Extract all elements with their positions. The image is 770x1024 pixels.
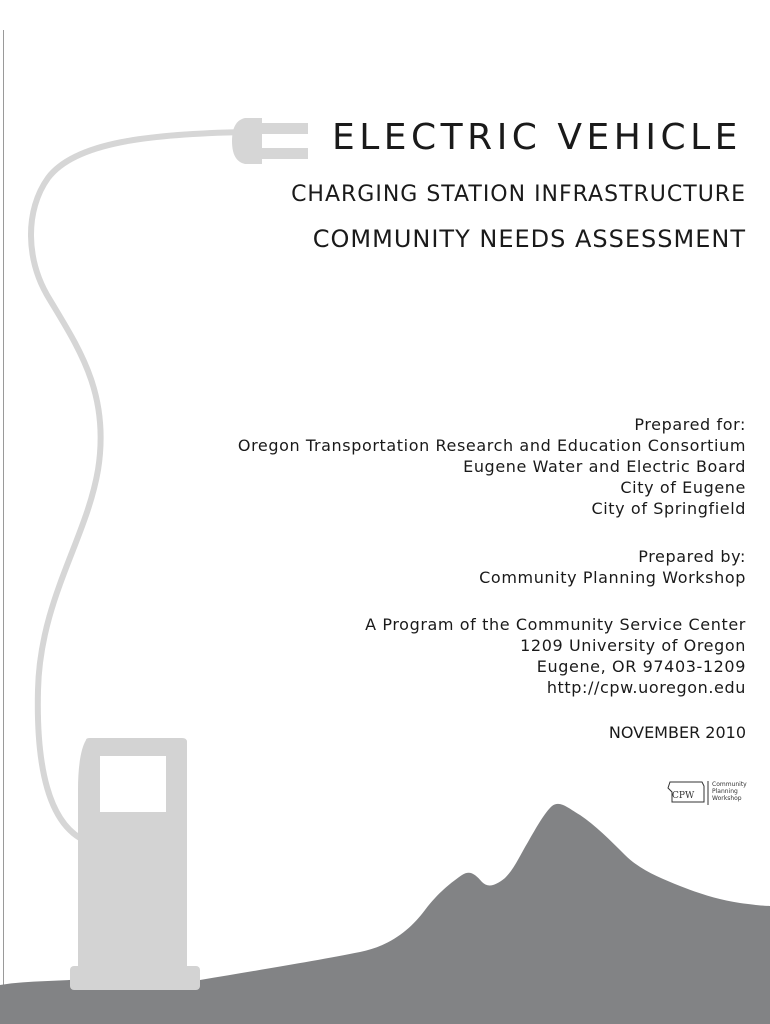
prepared-for-line: Oregon Transportation Research and Education Consortium xyxy=(237,436,746,455)
program-block xyxy=(365,614,746,698)
cpw-logo-icon xyxy=(664,780,710,806)
city-line: Eugene, OR 97403-1209 xyxy=(536,657,746,676)
document-subtitle-2: COMMUNITY NEEDS ASSESSMENT xyxy=(312,225,746,253)
prepared-for-line: City of Eugene xyxy=(620,478,746,497)
charging-cord xyxy=(31,132,245,838)
website-link[interactable]: http://cpw.uoregon.edu xyxy=(546,678,746,697)
prepared-by-block xyxy=(479,546,746,588)
cpw-logo-mark: CPW xyxy=(672,791,695,801)
prepared-for-line: Eugene Water and Electric Board xyxy=(463,457,746,476)
logo-line: Planning xyxy=(712,788,738,795)
document-title: ELECTRIC VEHICLE xyxy=(332,117,742,158)
logo-line: Workshop xyxy=(712,795,742,802)
program-line: A Program of the Community Service Center xyxy=(365,615,746,634)
document-subtitle-1: CHARGING STATION INFRASTRUCTURE xyxy=(291,182,746,207)
prepared-for-line: City of Springfield xyxy=(591,499,746,518)
cpw-logo-text xyxy=(712,781,747,802)
logo-line: Community xyxy=(712,781,747,788)
prepared-for-block xyxy=(238,414,746,519)
address-line: 1209 University of Oregon xyxy=(520,636,746,655)
charging-station-icon xyxy=(70,738,200,990)
prepared-by-line: Community Planning Workshop xyxy=(479,568,746,587)
publication-date: NOVEMBER 2010 xyxy=(608,723,746,742)
prepared-for-heading: Prepared for: xyxy=(634,415,746,434)
plug-icon xyxy=(232,118,308,164)
prepared-by-heading: Prepared by: xyxy=(638,547,746,566)
